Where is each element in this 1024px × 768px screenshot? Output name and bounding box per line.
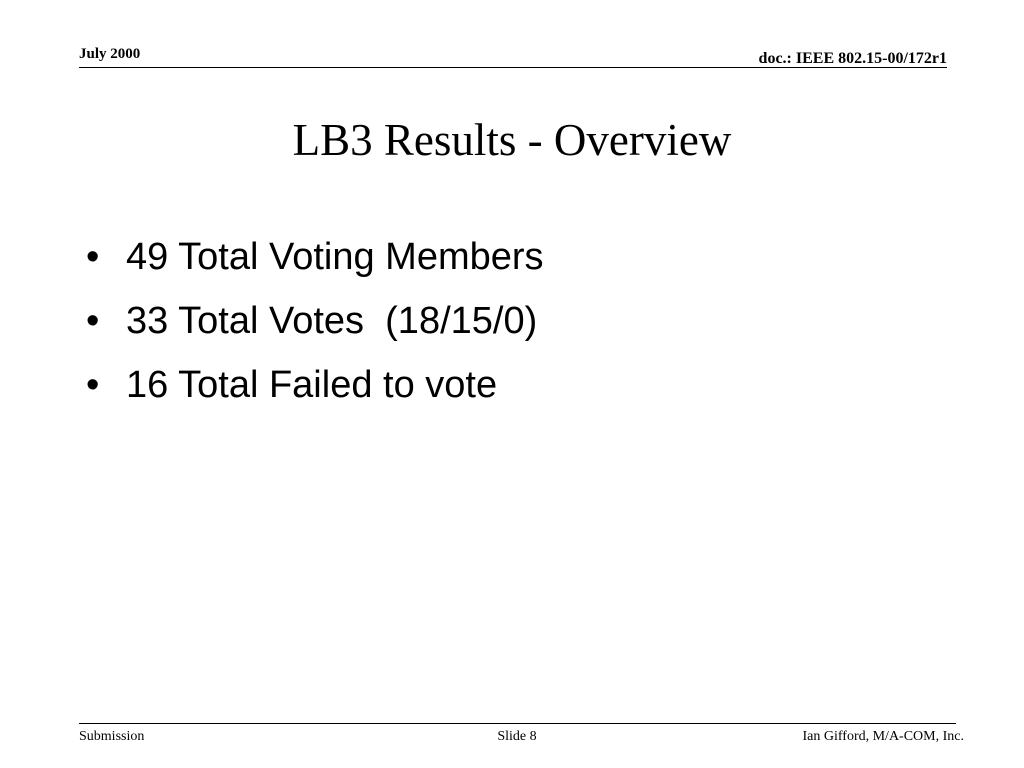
header-divider — [79, 67, 947, 68]
footer-slide-number: Slide 8 — [497, 729, 537, 744]
bullet-icon: • — [86, 236, 100, 278]
header-doc-id: doc.: IEEE 802.15-00/172r1 — [758, 50, 947, 67]
bullet-item — [86, 292, 544, 356]
bullet-item — [86, 356, 544, 420]
bullet-icon: • — [86, 364, 100, 406]
footer-divider — [79, 723, 956, 724]
bullet-text: 33 Total Votes (18/15/0) — [126, 300, 538, 342]
footer-submission: Submission — [79, 729, 145, 744]
bullet-text: 49 Total Voting Members — [126, 236, 544, 278]
header-date: July 2000 — [79, 46, 141, 62]
footer-author: Ian Gifford, M/A-COM, Inc. — [802, 729, 964, 744]
bullet-item — [86, 228, 544, 292]
bullet-text: 16 Total Failed to vote — [126, 364, 498, 406]
bullet-list — [86, 228, 544, 420]
bullet-icon: • — [86, 300, 100, 342]
slide-title: LB3 Results - Overview — [292, 115, 732, 165]
